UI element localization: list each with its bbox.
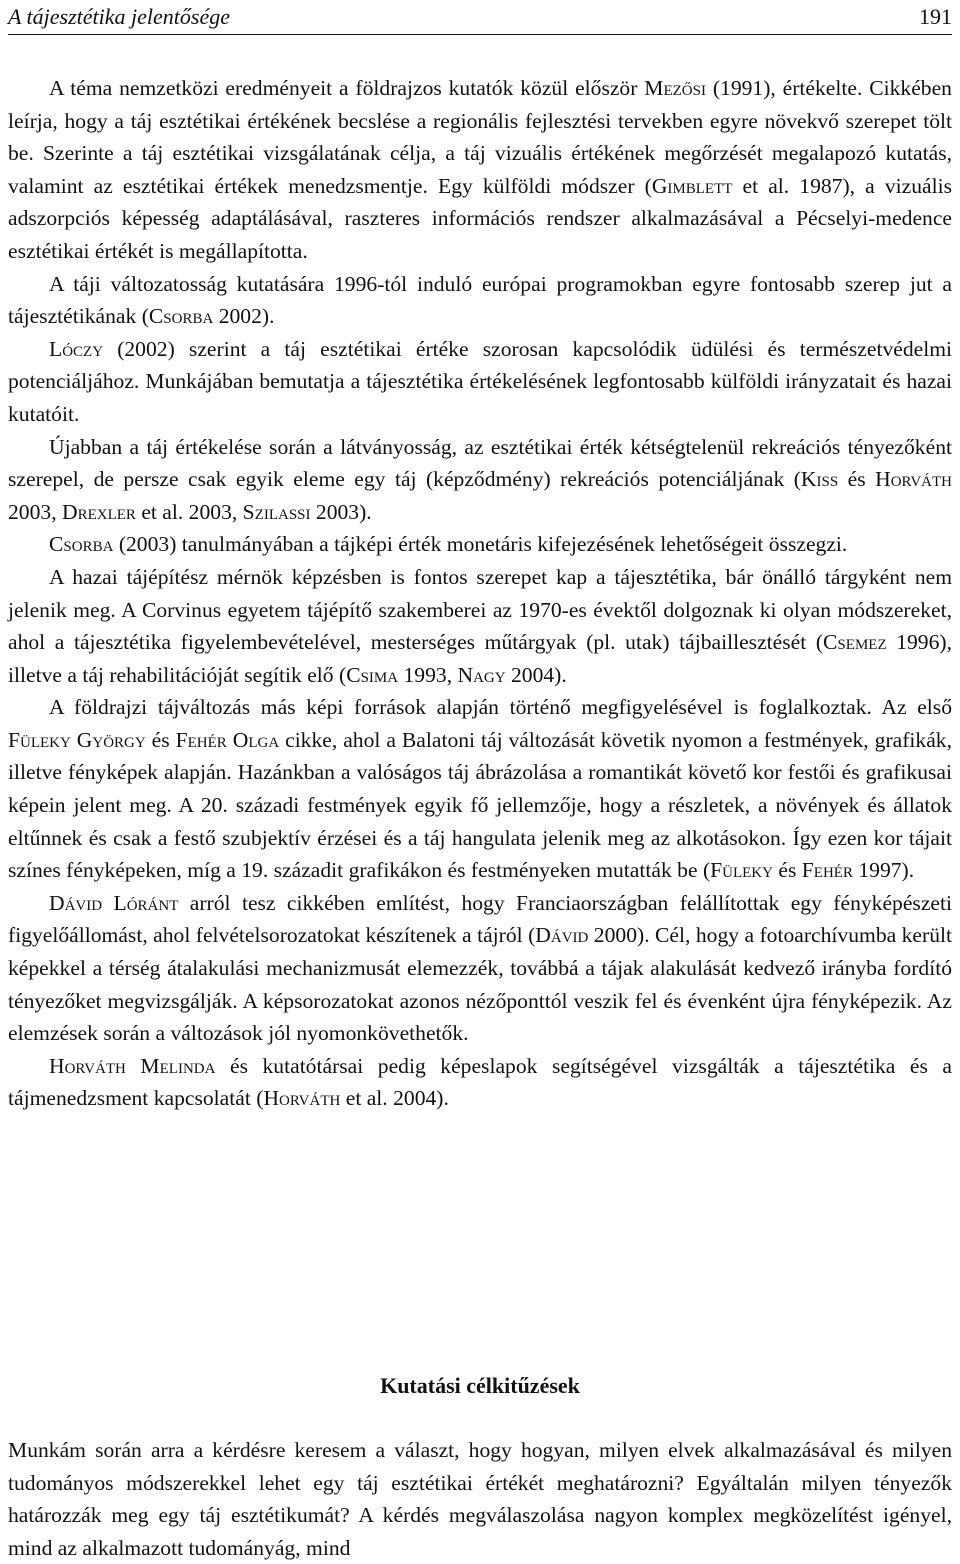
author-name: Nagy [457,662,506,687]
text-run: Munkám során arra a kérdésre keresem a választ, hogy hogyan, milyen elvek alkalmazásával és milyen tudományos módszerekkel lehet egy táj esztétikai értékét meghatározni? Egyáltalán milyen tényezők határozzák meg egy táj esztétikumát? A kérdés megválaszolása nagyon komplex megközelítést igényel, mind az alkalmazott tudományág, mind [8,1438,952,1560]
text-run: és [838,467,876,492]
paragraph [8,431,952,529]
author-name: Horváth Melinda [49,1053,216,1078]
text-run: 1993, [398,662,458,687]
author-name: Csemez [823,630,887,655]
author-name: Füleky [710,858,773,883]
running-header [8,0,952,35]
author-name: Kiss [800,467,839,492]
author-name: Szilassi [242,499,311,524]
author-name: Gimblett [651,173,733,198]
text-run: (2002) szerint a táj esztétikai értéke szorosan kapcsolódik üdülési és természetvédelmi potenciáljához. Munkájában bemutatja a tájesztétika értékelésének legfontosabb külföldi irányzatait és hazai kutatóit. [8,336,952,426]
paragraph [8,1050,952,1115]
text-run: 1997). [852,858,915,883]
author-name: Fehér Olga [175,727,280,752]
text-run: 1996), illetve a táj rehabilitációját segítik elő ( [8,630,952,687]
text-run: et al. 2003, [135,499,243,524]
text-run: et al. 1987), a vizuális adszorpciós képesség adaptálásával, raszteres információs rendszer alkalmazásával a Pécselyi-medence esztétikai értékét is megállapította. [8,173,952,263]
text-run: A földrajzi tájváltozás más képi források alapján történő megfigyelésével is foglalkoztak. Az első [49,695,952,720]
paragraph [8,72,952,268]
text-run: és [145,727,176,752]
author-name: Drexler [61,499,136,524]
text-run: és kutatótársai pedig képeslapok segítségével vizsgálták a tájesztétika és a tájmenedzsment kapcsolatát ( [8,1053,952,1111]
text-run: A hazai tájépítész mérnök képzésben is fontos szerepet kap a tájesztétika, bár önálló tárgyként nem jelenik meg. A Corvinus egyetem tájépítő szakemberei az 1970-es évektől dolgoznak ki olyan módszereket, ahol a tájesztétika figyelembevételével, mesterséges műtárgyak (pl. utak) tájbaillesztését ( [8,564,952,655]
author-name: Csima [346,662,399,687]
text-run: Újabban a táj értékelése során a látványosság, az esztétikai érték kétségtelenül rekreációs tényezőként szerepel, de persze csak egyik eleme egy táj (képződmény) rekreációs potenciáljának ( [8,434,952,492]
author-name: Lóczy [49,336,104,361]
page-number: 191 [919,4,952,29]
author-name: Mezősi [644,76,706,100]
author-name: Csorba [49,532,114,557]
author-name: Dávid [535,923,589,948]
text-run: 2002). [213,304,275,329]
text-run: A táji változatosság kutatására 1996-tól induló európai programokban egyre fontosabb szerep jut a tájesztétikának ( [8,271,952,329]
text-run: 2000). Cél, hogy a fotoarchívumba került képekkel a térség átalakulási mechanizmusát elemezzék, továbbá a tájak alakulását kedvező irányba fordító tényezőket megvizsgálják. A képsorozatokat azonos nézőponttól veszik fel és évenként újra fényképezik. Az elemzések során a változások jól nyomonkövethetők. [8,923,953,1046]
paragraph [8,528,952,561]
paragraph [8,1434,952,1564]
text-run: 2003). [310,499,372,524]
author-name: Füleky György [8,727,146,752]
running-title: A tájesztétika jelentősége [8,4,230,29]
text-run: et al. 2004). [340,1086,449,1111]
author-name: Dávid Lóránt [49,890,179,915]
text-run: (1991), értékelte. Cikkében leírja, hogy a táj esztétikai értékének becslése a regionális fejlesztési tervekben egyre növekvő szerepet tölt be. Szerinte a táj esztétikai vizsgálatának célja, a táj vizuális értékének megőrzését megalapozó kutatás, valamint az esztétikai értékek menedzsmentje. Egy külföldi módszer ( [8,76,952,198]
section-heading: Kutatási célkitűzések [380,1373,580,1398]
paragraph [8,333,952,431]
text-run: A téma nemzetközi eredményeit a földrajzos kutatók közül először [49,76,645,100]
body-text [8,72,952,1115]
text-run: arról tesz cikkében említést, hogy Franciaországban felállítottak egy fényképészeti figyelőállomást, ahol felvételsorozatokat készítenek a tájról ( [8,890,952,948]
text-run: és [772,858,802,883]
text-run: 2004). [505,662,567,687]
paragraph [8,561,952,691]
author-name: Csorba [148,304,214,329]
text-run: cikke, ahol a Balatoni táj változását követik nyomon a festmények, grafikák, illetve fényképek alapján. Hazánkban a valóságos táj ábrázolása a romantikát követő kor festői és grafikusai képein jelent meg. A 20. századi festmények egyik fő jellemzője, hogy a részletek, a növények és állatok eltűnnek és csak a festő szubjektív érzései és a táj hangulata jelenik meg az alkotásokon. Így ezen kor tájait színes fényképeken, míg a 19. századit grafikákon és festményeken mutatták be ( [8,727,952,883]
author-name: Horváth [875,467,952,492]
section-body-text [8,1434,952,1564]
author-name: Fehér [801,858,853,883]
text-run: 2003, [8,499,62,524]
text-run: (2003) tanulmányában a tájképi érték monetáris kifejezésének lehetőségeit összegzi. [113,532,848,557]
paragraph [8,887,952,1050]
paragraph [8,268,952,333]
paragraph [8,691,952,887]
author-name: Horváth [263,1086,341,1111]
